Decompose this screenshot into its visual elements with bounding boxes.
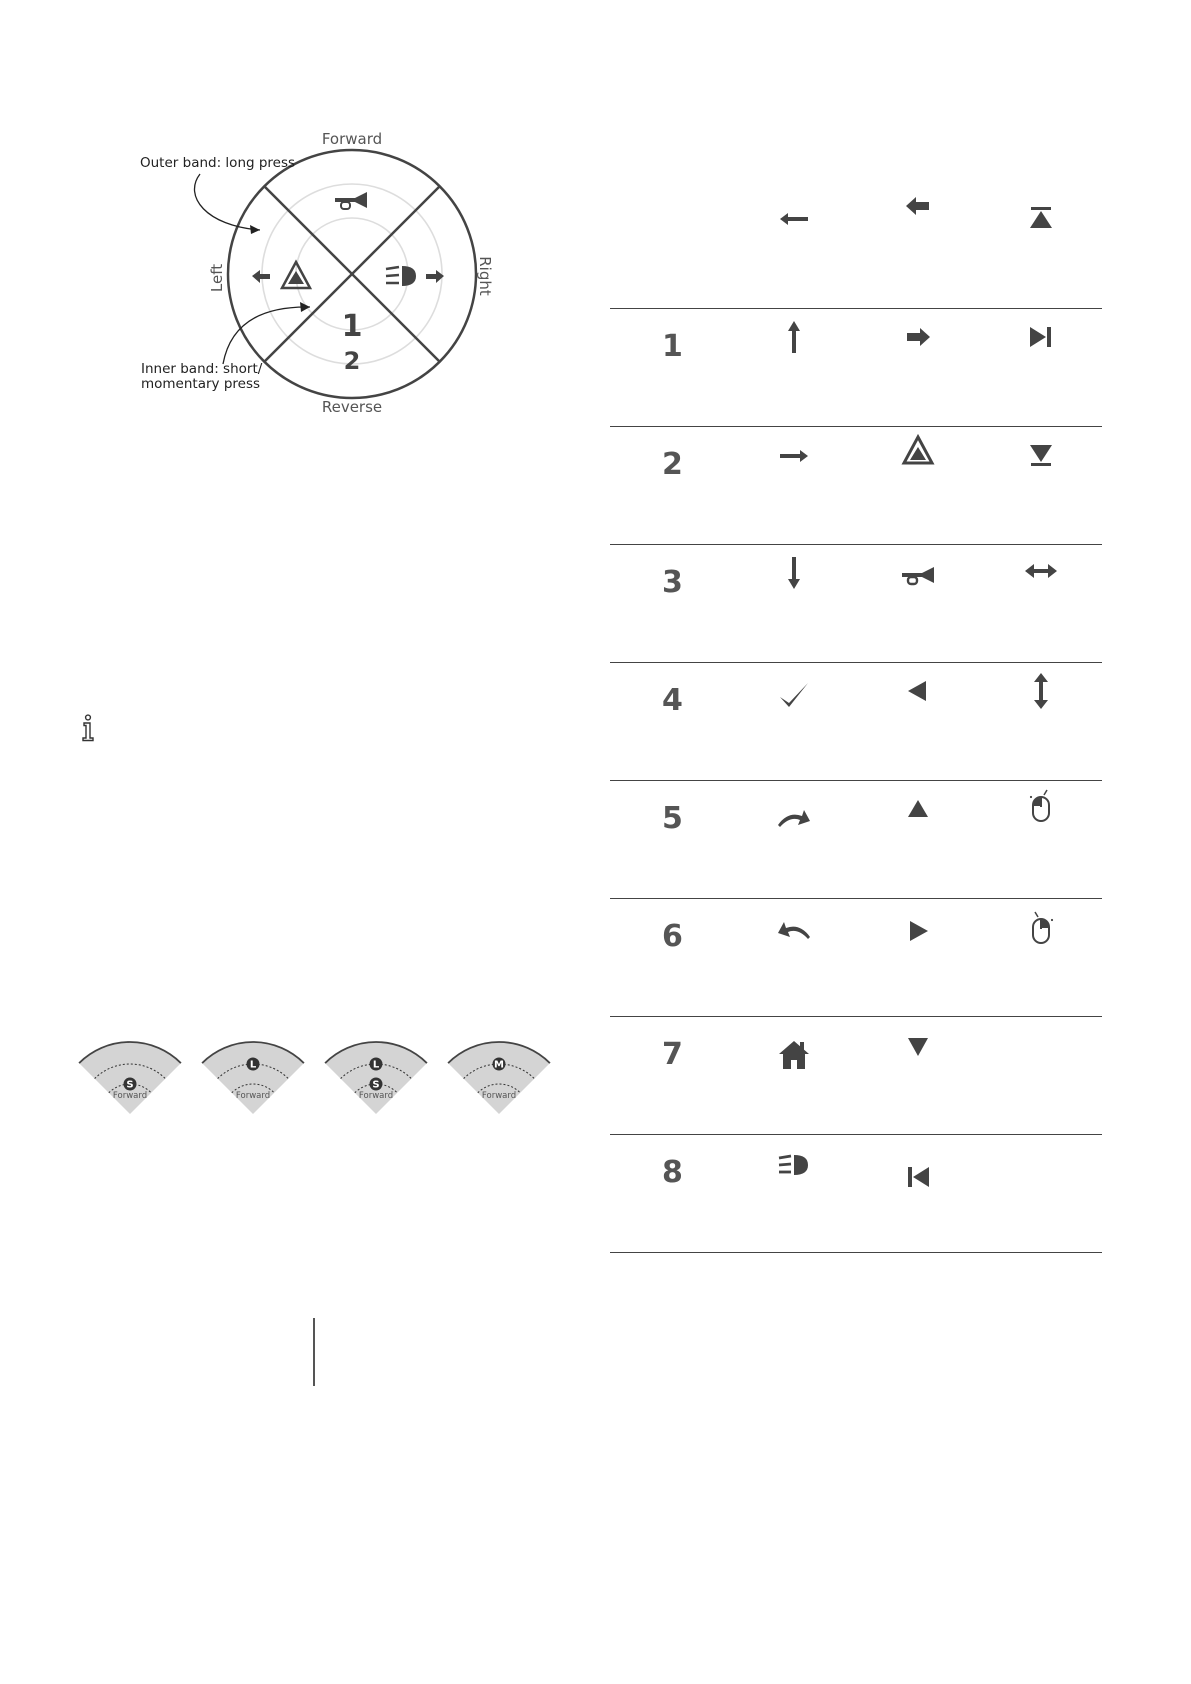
row-number: 1 (662, 329, 683, 364)
table-row (610, 308, 1102, 427)
info-icon (80, 714, 96, 742)
mode-badge-letter: L (372, 1059, 380, 1071)
joystick-diagram (130, 126, 520, 426)
double-arrow-horizontal-icon (1021, 553, 1061, 593)
table-row (610, 1134, 1102, 1253)
number-1-label: 1 (341, 309, 363, 344)
arrow-up-thin-icon (774, 317, 814, 357)
skip-previous-icon (898, 1157, 938, 1197)
curved-arrow-left-icon (774, 913, 814, 953)
triangle-left-icon (898, 671, 938, 711)
table-row (610, 544, 1102, 663)
mode-direction-label: Forward (358, 1091, 394, 1101)
horn-icon (898, 557, 938, 597)
mode-badge-letter: M (494, 1059, 504, 1071)
table-row (610, 1016, 1102, 1135)
mode-wedge (202, 1042, 304, 1114)
skip-to-top-icon (1021, 198, 1061, 238)
inner-band-callout-line2: momentary press (141, 376, 261, 392)
table-row (610, 780, 1102, 899)
row-number: 8 (662, 1155, 683, 1190)
mode-wedge (325, 1042, 427, 1114)
mode-diagrams (78, 1038, 568, 1123)
number-2-label: 2 (343, 347, 361, 375)
row-number: 5 (662, 801, 683, 836)
triangle-down-icon (898, 1027, 938, 1067)
mode-wedge (79, 1042, 181, 1114)
home-icon (774, 1035, 814, 1075)
table-row (610, 190, 1102, 308)
left-arrow-icon (252, 270, 270, 283)
left-label: Left (208, 263, 226, 293)
arrow-left-thin-icon (774, 198, 814, 238)
arrow-right-thin-icon (774, 435, 814, 475)
table-bottom-rule (610, 1252, 1102, 1255)
inner-band-callout-line1: Inner band: short/ (141, 361, 263, 377)
row-number: 4 (662, 683, 683, 718)
double-arrow-vertical-icon (1021, 671, 1061, 711)
arrow-left-bold-icon (898, 186, 938, 226)
row-number: 6 (662, 919, 683, 954)
horn-icon (335, 192, 367, 209)
headlight-icon (774, 1145, 814, 1185)
mode-direction-label: Forward (235, 1091, 271, 1101)
row-number: 7 (662, 1037, 683, 1072)
row-number: 3 (662, 565, 683, 600)
mode-badge-letter: S (126, 1079, 134, 1091)
mode-wedge (448, 1042, 550, 1114)
mode-direction-label: Forward (112, 1091, 148, 1101)
mouse-right-click-icon (1021, 907, 1061, 947)
headlight-icon (386, 266, 416, 286)
triangle-right-icon (898, 911, 938, 951)
arrow-down-thin-icon (774, 553, 814, 593)
table-row (610, 426, 1102, 545)
skip-next-icon (1021, 317, 1061, 357)
mode-badge-letter: L (249, 1059, 257, 1071)
mode-badge-letter: S (372, 1079, 380, 1091)
curved-arrow-right-icon (774, 801, 814, 841)
reverse-label: Reverse (321, 398, 383, 416)
table-row (610, 662, 1102, 781)
mode-wedges (78, 1038, 568, 1118)
hazard-icon (898, 431, 938, 471)
table-row (610, 898, 1102, 1017)
mode-direction-label: Forward (481, 1091, 517, 1101)
outer-band-callout: Outer band: long press (140, 155, 296, 171)
right-label: Right (476, 256, 494, 296)
arrow-right-bold-icon (898, 317, 938, 357)
triangle-up-icon (898, 789, 938, 829)
skip-to-bottom-icon (1021, 435, 1061, 475)
vertical-divider (313, 1318, 315, 1386)
checkmark-icon (774, 677, 814, 717)
row-number: 2 (662, 447, 683, 482)
mouse-left-click-icon (1021, 785, 1061, 825)
forward-label: Forward (321, 130, 383, 148)
